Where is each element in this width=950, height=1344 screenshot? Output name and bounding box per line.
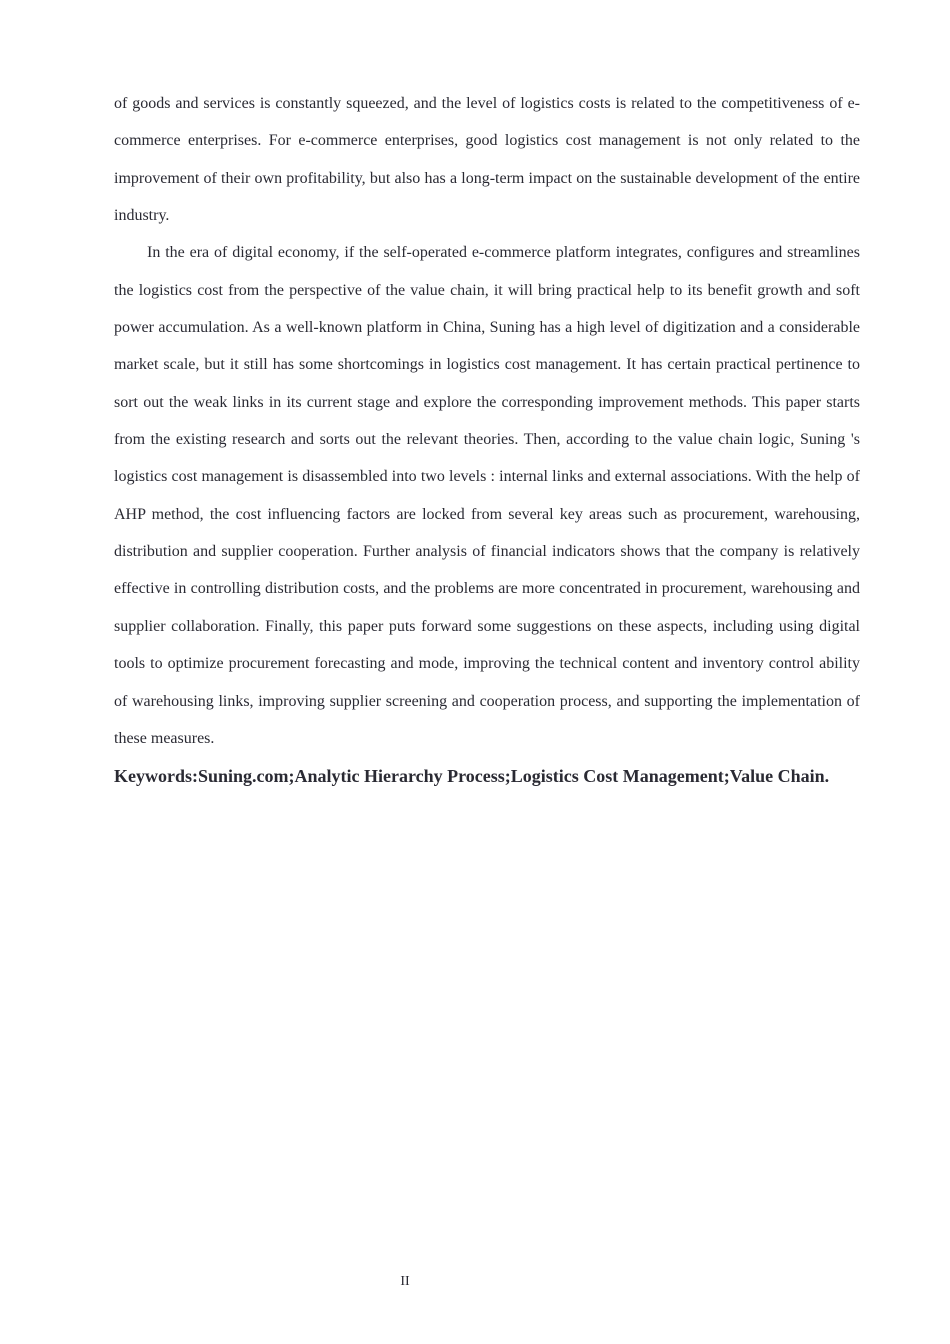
abstract-paragraph-continuation: of goods and services is constantly squeezed, and the level of logistics costs is related to the competitiveness of e-commerce enterprises. For e-commerce enterprises, good logistics cost management is not only related to the improvement of their own profitability, but also has a long-term impact on the sustainable development of the entire industry. bbox=[114, 95, 860, 225]
abstract-paragraph: In the era of digital economy, if the self-operated e-commerce platform integrates, configures and streamlines the logistics cost from the perspective of the value chain, it will bring practical help to its benefit growth and soft power accumulation. As a well-known platform in China, Suning has a high level of digitization and a considerable market scale, but it still has some shortcomings in logistics cost management. It has certain practical pertinence to sort out the weak links in its current stage and explore the corresponding improvement methods. This paper starts from the existing research and sorts out the relevant theories. Then, according to the value chain logic, Suning 's logistics cost management is disassembled into two levels : internal links and external associations. With the help of AHP method, the cost influencing factors are locked from several key areas such as procurement, warehousing, distribution and supplier cooperation. Further analysis of financial indicators shows that the company is relatively effective in controlling distribution costs, and the problems are more concentrated in procurement, warehousing and supplier collaboration. Finally, this paper puts forward some suggestions on these aspects, including using digital tools to optimize procurement forecasting and mode, improving the technical content and inventory control ability of warehousing links, improving supplier screening and cooperation process, and supporting the implementation of these measures. bbox=[114, 244, 860, 747]
keywords: Keywords:Suning.com;Analytic Hierarchy Process;Logistics Cost Management;Value Chain. bbox=[114, 766, 830, 787]
document-body bbox=[114, 85, 860, 795]
page-number: II bbox=[400, 1274, 410, 1289]
